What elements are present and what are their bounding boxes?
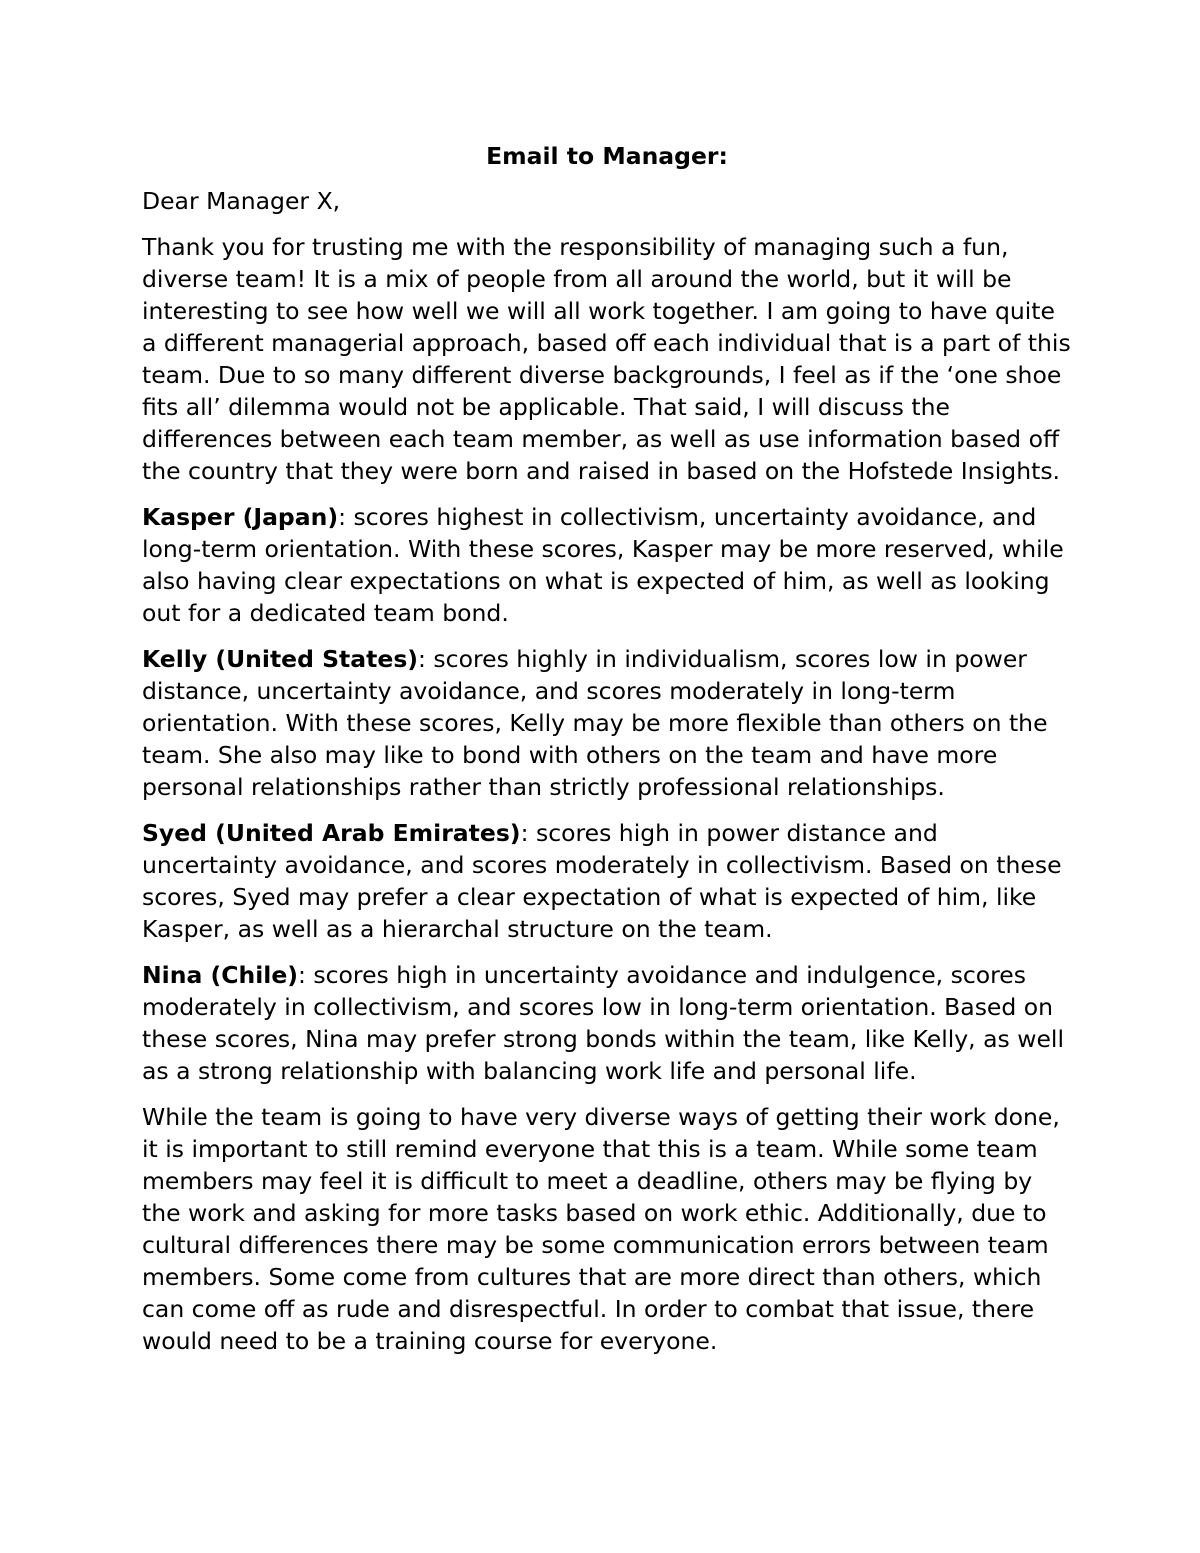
member-name: Nina (Chile)	[142, 961, 298, 989]
member-paragraph-kelly	[142, 643, 1072, 803]
document-body	[142, 140, 1072, 1371]
member-description: : scores highly in individualism, scores low in power distance, uncertainty avoidance, and scores moderately in long-term orientation. With these scores, Kelly may be more flexible than others on the team. She also may like to bond with others on the team and have more personal relationships rather than strictly professional relationships.	[142, 645, 1048, 801]
salutation: Dear Manager X,	[142, 187, 341, 215]
member-paragraph-kasper	[142, 501, 1072, 629]
member-name: Syed (United Arab Emirates)	[142, 819, 521, 847]
member-paragraph-nina	[142, 959, 1072, 1087]
intro-paragraph: Thank you for trusting me with the responsibility of managing such a fun, diverse team! It is a mix of people from all around the world, but it will be interesting to see how well we will all work together. I am going to have quite a different managerial approach, based off each individual that is a part of this team. Due to so many different diverse backgrounds, I feel as if the ‘one shoe fits all’ dilemma would not be applicable. That said, I will discuss the differences between each team member, as well as use information based off the country that they were born and raised in based on the Hofstede Insights.	[142, 233, 1071, 485]
member-paragraph-syed	[142, 817, 1072, 945]
member-description: : scores high in power distance and uncertainty avoidance, and scores moderately in collectivism. Based on these scores, Syed may prefer a clear expectation of what is expected of him, like Kasper, as well as a hierarchal structure on the team.	[142, 819, 1062, 943]
closing-paragraph: While the team is going to have very diverse ways of getting their work done, it is important to still remind everyone that this is a team. While some team members may feel it is difficult to meet a deadline, others may be flying by the work and asking for more tasks based on work ethic. Additionally, due to cultural differences there may be some communication errors between team members. Some come from cultures that are more direct than others, which can come off as rude and disrespectful. In order to combat that issue, there would need to be a training course for everyone.	[142, 1103, 1060, 1355]
document-title: Email to Manager:	[486, 142, 728, 170]
member-description: : scores high in uncertainty avoidance and indulgence, scores moderately in collectivism, and scores low in long-term orientation. Based on these scores, Nina may prefer strong bonds within the team, like Kelly, as well as a strong relationship with balancing work life and personal life.	[142, 961, 1064, 1085]
member-description: : scores highest in collectivism, uncertainty avoidance, and long-term orientation. With these scores, Kasper may be more reserved, while also having clear expectations on what is expected of him, as well as looking out for a dedicated team bond.	[142, 503, 1064, 627]
member-name: Kasper (Japan)	[142, 503, 339, 531]
member-name: Kelly (United States)	[142, 645, 419, 673]
